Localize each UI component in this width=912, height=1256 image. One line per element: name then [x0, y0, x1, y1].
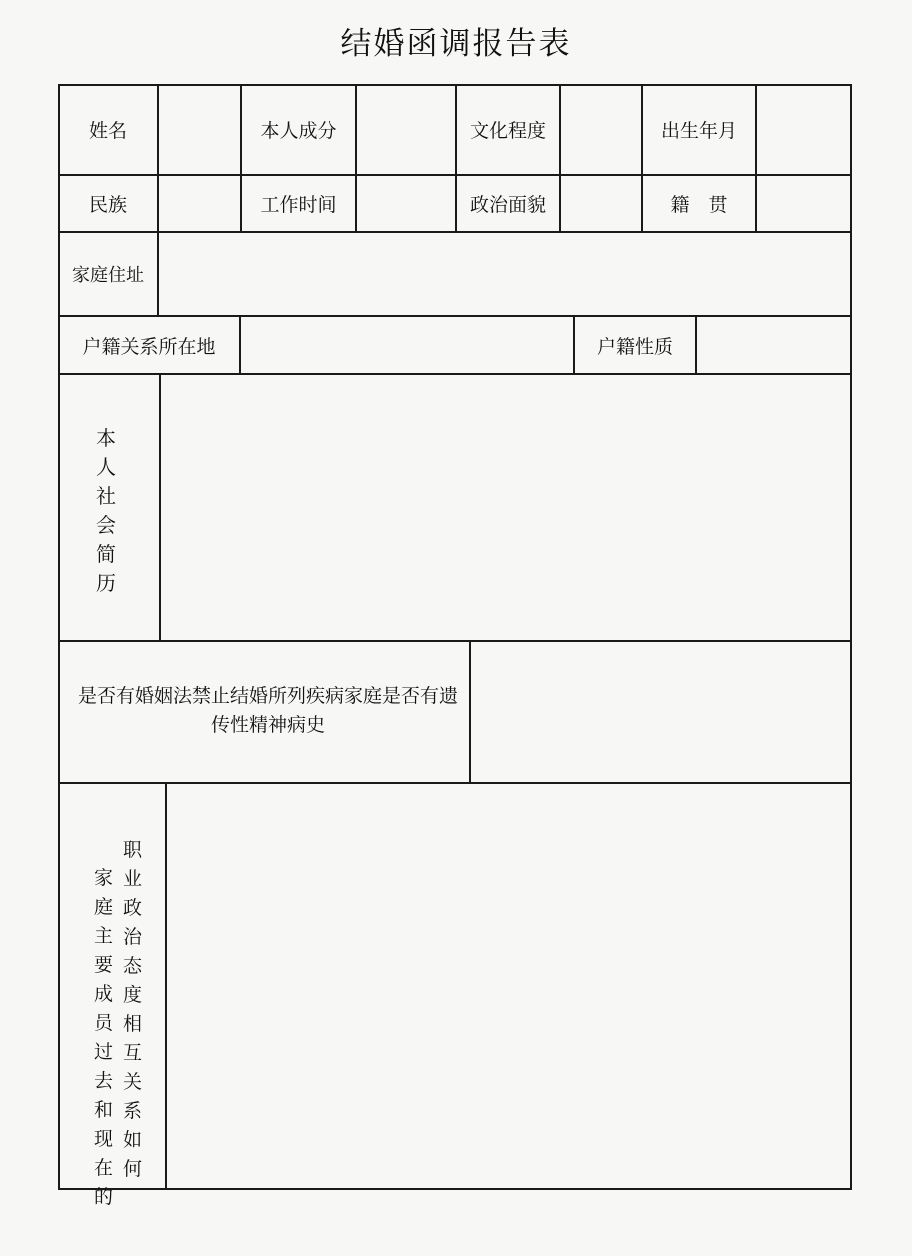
- label-family-char: 如: [123, 1129, 143, 1151]
- label-family-char: 要: [94, 954, 114, 976]
- label-family-col-1: [94, 864, 113, 1212]
- label-work-start: 工作时间: [260, 194, 337, 216]
- label-family-char: 庭: [94, 896, 114, 918]
- label-family-char: 去: [94, 1070, 114, 1092]
- work-start-field[interactable]: [356, 175, 456, 232]
- native-place-field[interactable]: [756, 175, 852, 232]
- label-name: 姓名: [88, 120, 127, 142]
- label-family-info: [94, 836, 142, 1212]
- label-birth-date: 出生年月: [660, 120, 737, 142]
- political-status-field[interactable]: [560, 175, 642, 232]
- label-resume-char: 社: [96, 484, 116, 508]
- personal-status-field[interactable]: [356, 84, 456, 175]
- label-family-char: 现: [94, 1128, 114, 1150]
- birth-date-field[interactable]: [756, 84, 852, 175]
- label-family-char: 在: [94, 1157, 114, 1179]
- label-family-col-2: [123, 836, 142, 1212]
- education-field[interactable]: [560, 84, 642, 175]
- ethnicity-field[interactable]: [158, 175, 241, 232]
- label-resume-char: 简: [96, 542, 116, 566]
- label-resume: [96, 424, 116, 598]
- label-ethnicity: 民族: [88, 194, 127, 216]
- label-resume-char: 本: [96, 426, 116, 450]
- label-family-char: 过: [94, 1041, 114, 1063]
- label-family-char: 态: [123, 955, 143, 977]
- label-home-address: 家庭住址: [72, 265, 144, 286]
- label-family-char: 政: [123, 897, 143, 919]
- family-info-field[interactable]: [166, 783, 852, 1190]
- hukou-location-field[interactable]: [240, 316, 574, 374]
- label-resume-char: 人: [96, 455, 116, 479]
- label-family-char: 何: [123, 1158, 143, 1180]
- label-family-char: 的: [94, 1186, 114, 1208]
- label-family-char: 业: [123, 868, 143, 890]
- label-family-char: 互: [123, 1042, 143, 1064]
- label-family-char: 治: [123, 926, 143, 948]
- label-personal-status: 本人成分: [260, 120, 337, 142]
- label-family-char: 员: [94, 1012, 114, 1034]
- label-hukou-location: 户籍关系所在地: [82, 335, 216, 358]
- name-field[interactable]: [158, 84, 241, 175]
- label-native-place: 籍 贯: [670, 194, 728, 216]
- label-family-char: 成: [94, 983, 114, 1005]
- label-family-char: 系: [123, 1100, 143, 1122]
- label-family-char: 和: [94, 1099, 114, 1121]
- label-disease-question: 是否有婚姻法禁止结婚所列疾病家庭是否有遗传性精神病史: [77, 685, 458, 736]
- disease-answer-field[interactable]: [470, 641, 852, 783]
- label-family-char: 职: [123, 839, 143, 861]
- label-resume-char: 历: [96, 571, 116, 595]
- form-title: 结婚函调报告表: [340, 26, 572, 62]
- home-address-field[interactable]: [158, 232, 852, 316]
- label-resume-char: 会: [96, 513, 116, 537]
- hukou-type-field[interactable]: [696, 316, 852, 374]
- label-hukou-type: 户籍性质: [596, 335, 673, 358]
- label-family-char: 度: [123, 984, 143, 1006]
- label-family-char: 关: [123, 1071, 143, 1093]
- application-form: [58, 84, 852, 1208]
- label-family-char: 相: [123, 1013, 143, 1035]
- label-education: 文化程度: [469, 120, 546, 142]
- resume-field[interactable]: [160, 374, 852, 641]
- label-family-char: 家: [94, 867, 114, 889]
- label-political-status: 政治面貌: [469, 194, 546, 216]
- label-family-char: 主: [94, 925, 114, 947]
